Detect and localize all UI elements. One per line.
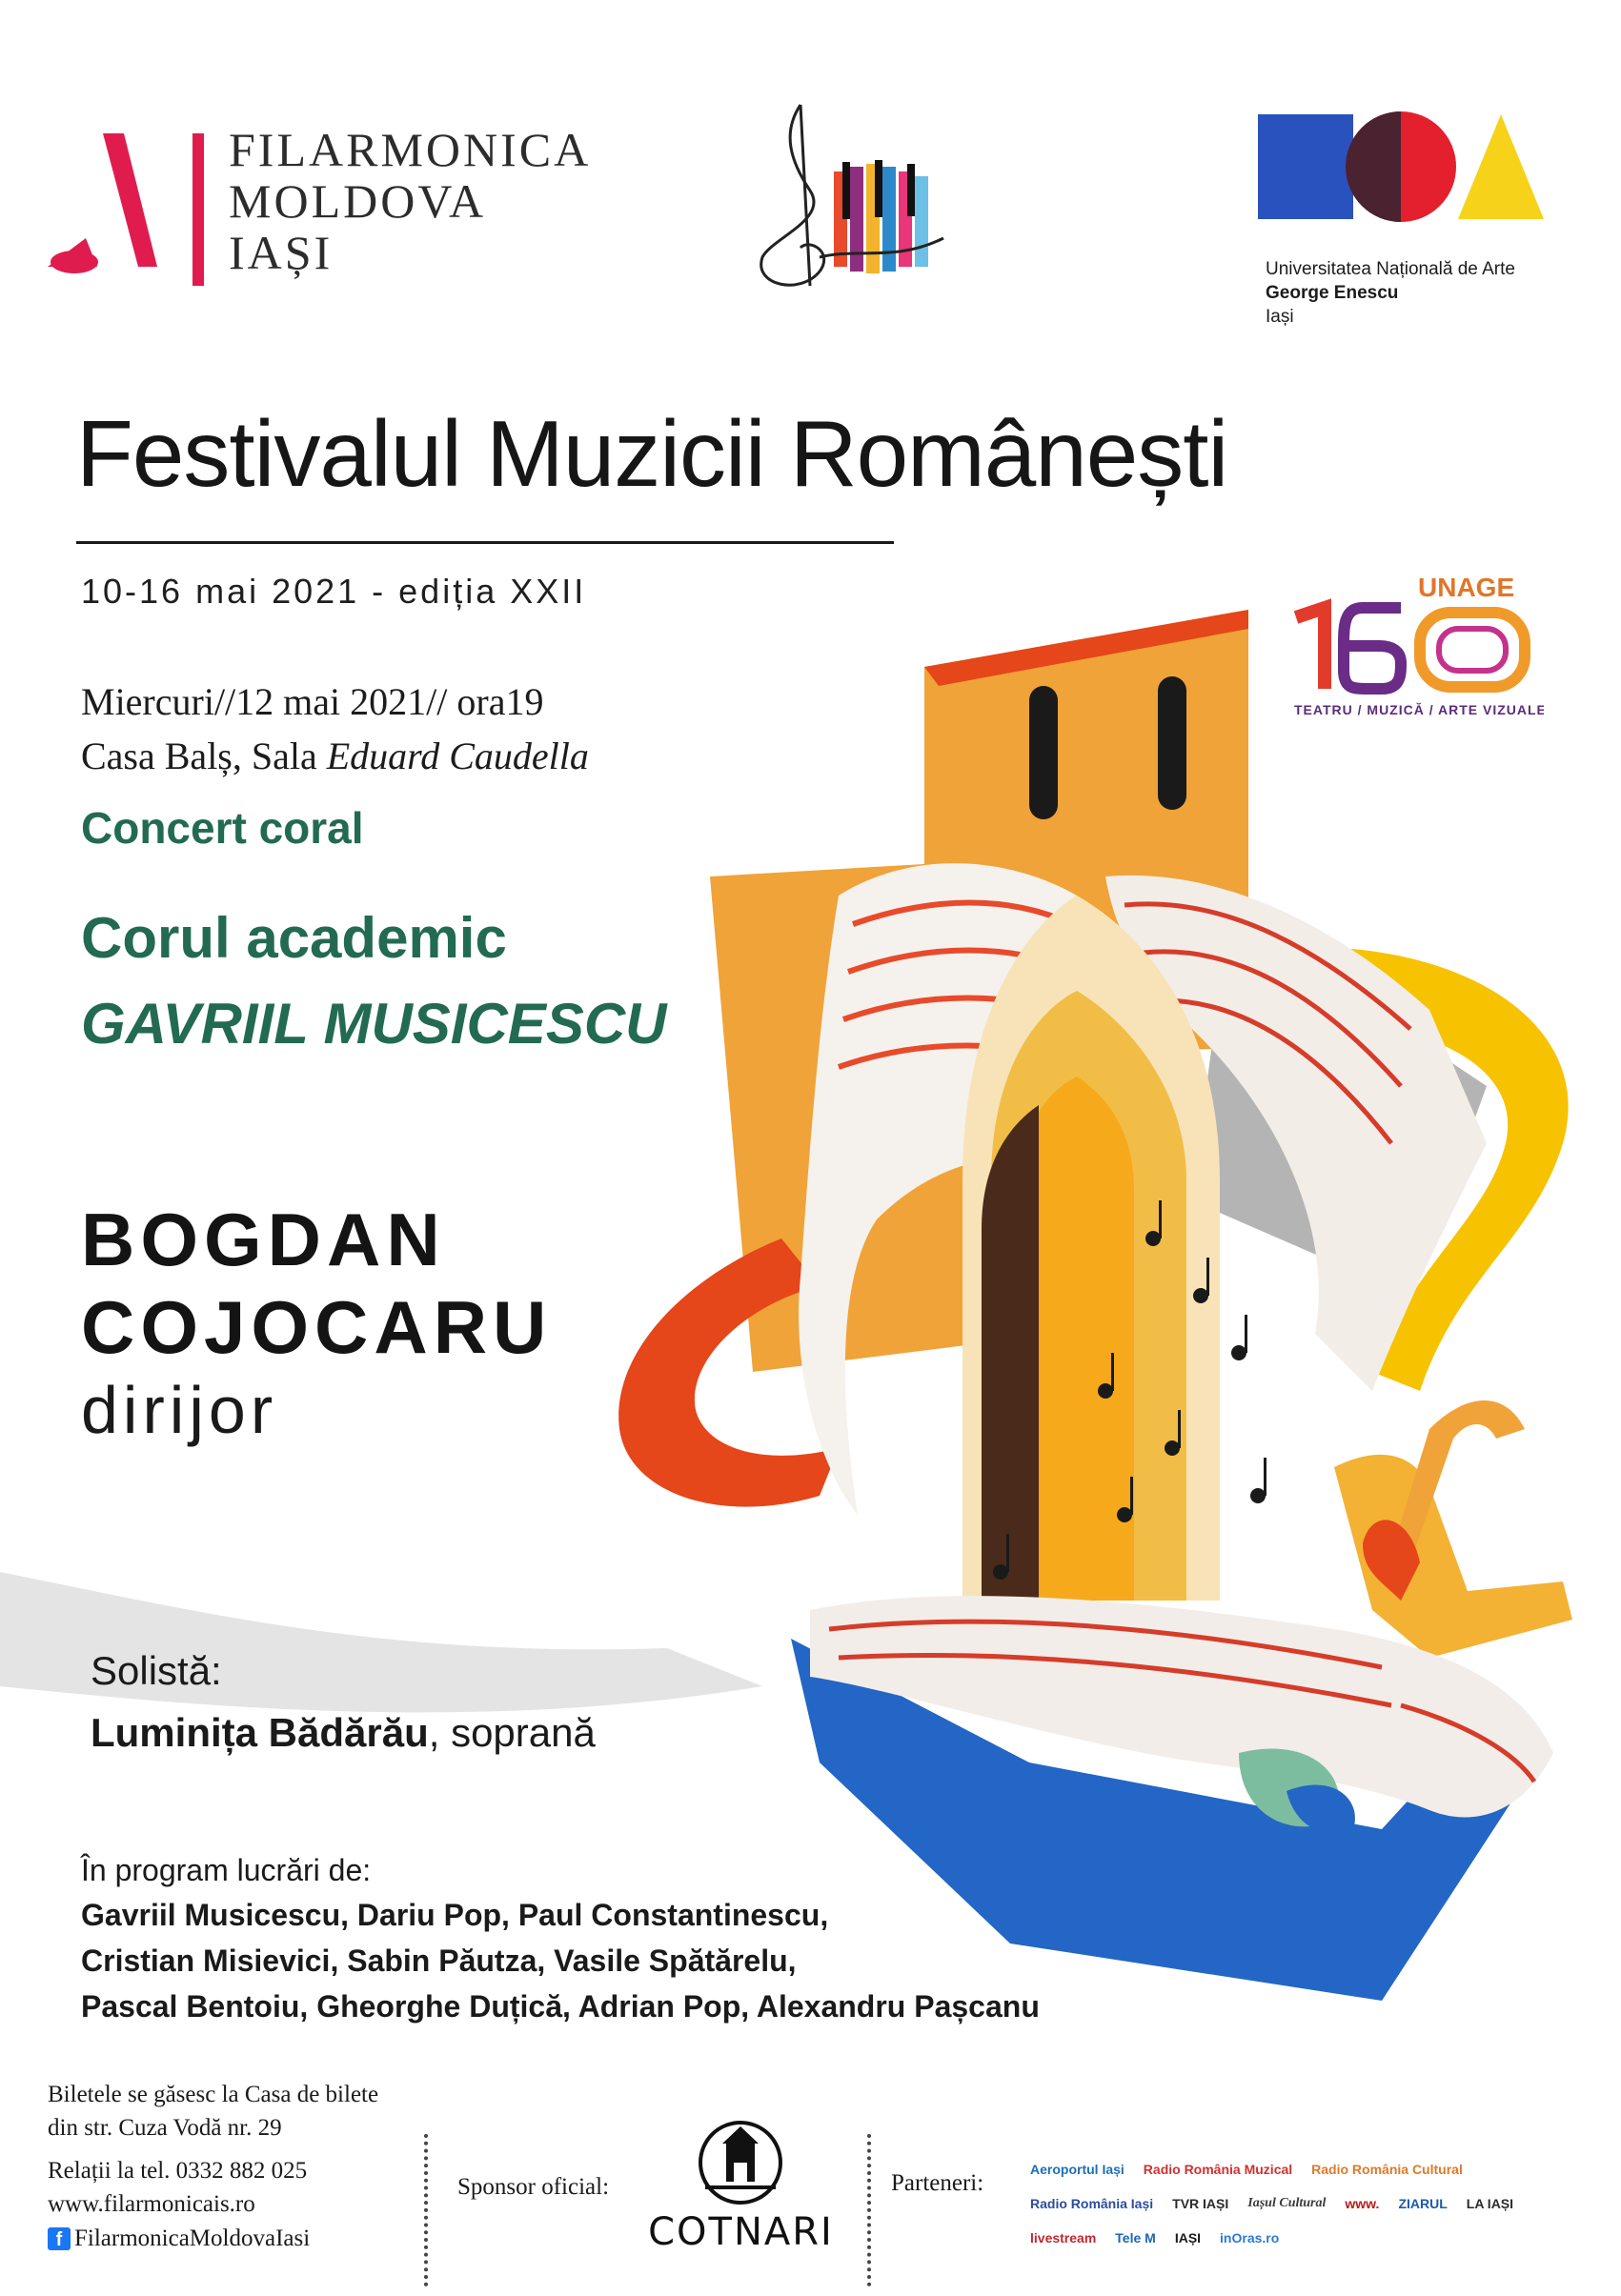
festival-title: Festivalul Muzicii Românești [76, 401, 1228, 506]
partner-logo[interactable]: inOras.ro [1220, 2230, 1280, 2246]
program-composers-line: Pascal Bentoiu, Gheorghe Duțică, Adrian Pop, Alexandru Pașcanu [81, 1989, 1040, 2024]
soloist-name: Luminița Bădărău [91, 1710, 429, 1755]
festival-edition: 10-16 mai 2021 - ediția XXII [81, 572, 587, 611]
filarmonica-logo [48, 123, 592, 286]
partner-logo[interactable]: ZIARUL [1398, 2196, 1448, 2211]
program-heading: În program lucrări de: [81, 1853, 372, 1887]
venue-hall: Eduard Caudella [326, 735, 589, 777]
choir-name-line1: Corul academic [81, 906, 507, 970]
website-link[interactable]: www.filarmonicais.ro [48, 2191, 255, 2217]
conductor-role: dirijor [81, 1373, 278, 1447]
footer-divider [424, 2134, 428, 2286]
partner-logo[interactable]: Aeroportul Iași [1030, 2162, 1125, 2177]
unage-badge-label: UNAGE [1418, 573, 1515, 602]
cotnari-emblem-icon [638, 2115, 843, 2210]
filarmonica-name: FILARMONICA MOLDOVA IAȘI [229, 123, 592, 279]
partner-logo[interactable]: Radio România Cultural [1311, 2162, 1463, 2177]
title-divider [76, 541, 894, 544]
unage-shapes-icon [1258, 105, 1544, 238]
soloist-line [91, 1710, 596, 1756]
partner-logo[interactable]: Iașul Cultural [1247, 2196, 1327, 2210]
partner-logo[interactable]: Radio România Iași [1030, 2196, 1154, 2211]
soloist-role: , soprană [428, 1710, 596, 1755]
partner-logo[interactable]: Radio România Muzical [1143, 2162, 1293, 2177]
tickets-info-line2: din str. Cuza Vodă nr. 29 [48, 2115, 282, 2141]
festival-clef-logo [743, 95, 991, 295]
venue-prefix: Casa Balș, Sala [81, 735, 327, 777]
filarmonica-mark-icon [48, 124, 219, 286]
sponsor-label: Sponsor oficial: [457, 2174, 610, 2200]
partners-label: Parteneri: [891, 2170, 984, 2196]
partner-logo[interactable]: TVR IAȘI [1172, 2196, 1229, 2211]
university-logo [1258, 105, 1563, 333]
partner-logo[interactable]: IAȘI [1174, 2230, 1202, 2246]
tickets-info-line1: Biletele se găsesc la Casa de bilete [48, 2082, 379, 2107]
partner-logo[interactable]: www. [1345, 2196, 1380, 2211]
event-venue [81, 734, 589, 778]
program-composers-line: Gavriil Musicescu, Dariu Pop, Paul Constantinescu, [81, 1898, 829, 1932]
partner-logo[interactable]: Tele M [1115, 2230, 1156, 2246]
event-date: Miercuri//12 mai 2021// ora19 [81, 680, 544, 723]
unage-badge-tagline: TEATRU / MUZICĂ / ARTE VIZUALE [1294, 702, 1544, 717]
facebook-icon: f [48, 2227, 71, 2250]
cotnari-logo [638, 2115, 843, 2258]
soloist-heading: Solistă: [91, 1648, 222, 1693]
event-type: Concert coral [81, 803, 364, 853]
partner-logo[interactable]: LA IAȘI [1466, 2196, 1514, 2211]
choir-name-line2: GAVRIIL MUSICESCU [81, 992, 667, 1056]
footer-divider [867, 2134, 871, 2286]
phone-info: Relații la tel. 0332 882 025 [48, 2158, 308, 2184]
partner-logo[interactable]: livestream [1030, 2230, 1097, 2246]
dark-arch-shape [982, 1105, 1039, 1601]
facebook-link[interactable]: f FilarmonicaMoldovaIasi [48, 2226, 310, 2252]
program-composers-line: Cristian Misievici, Sabin Păutza, Vasile Spătărelu, [81, 1944, 797, 1978]
partner-logos [1024, 2155, 1596, 2252]
treble-clef-piano-icon [743, 95, 991, 295]
university-name: Universitatea Națională de Arte George Enescu Iași [1266, 259, 1515, 327]
conductor-name: BOGDAN COJOCARU [81, 1198, 553, 1369]
sponsor-name: COTNARI [648, 2210, 834, 2254]
